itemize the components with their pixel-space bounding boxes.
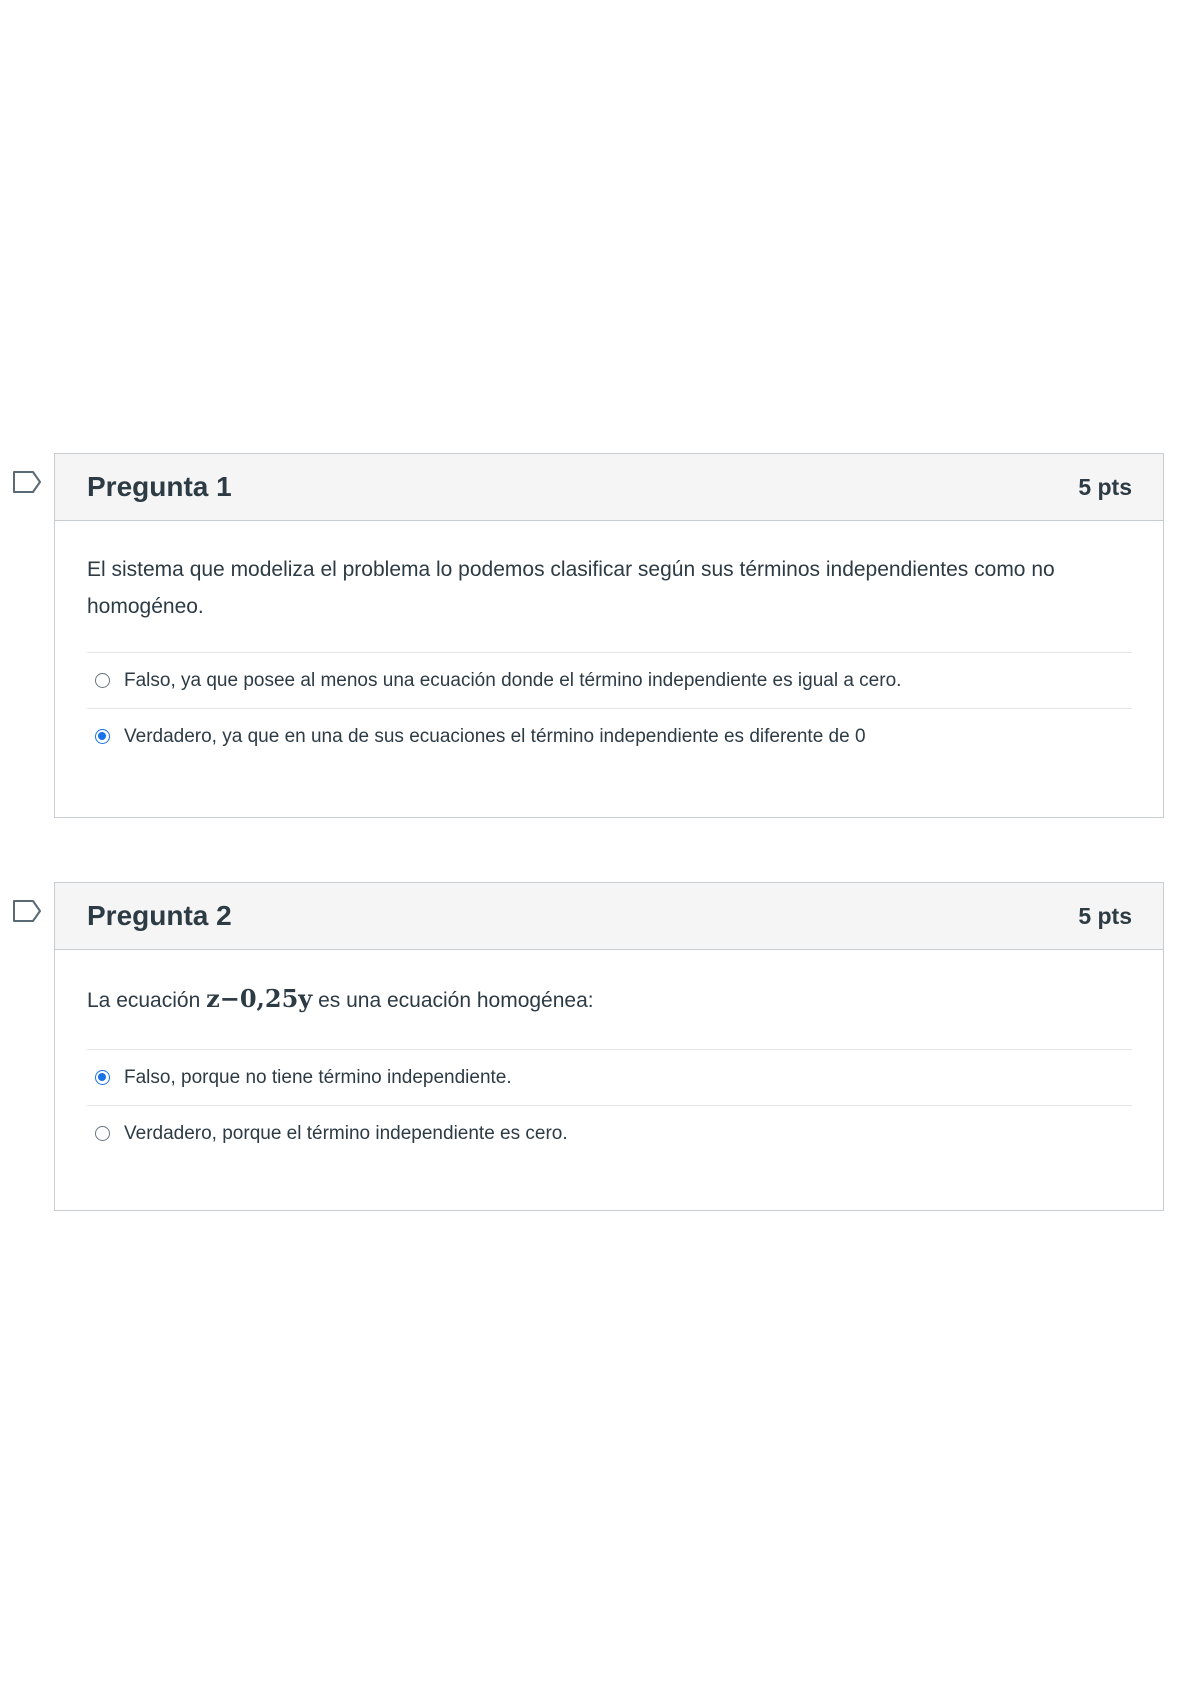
question-points: 5 pts bbox=[1078, 473, 1132, 500]
question-text: El sistema que modeliza el problema lo podemos clasificar según sus términos independientes como no homogéneo. bbox=[87, 558, 1055, 618]
question-title: Pregunta 1 bbox=[87, 471, 232, 502]
answer-option-1[interactable] bbox=[87, 653, 1132, 709]
question-header bbox=[55, 454, 1163, 521]
answer-list bbox=[87, 1049, 1132, 1161]
question-points: 5 pts bbox=[1078, 902, 1132, 929]
answer-list bbox=[87, 652, 1132, 764]
question-2 bbox=[54, 882, 1164, 1211]
flag-question-icon[interactable] bbox=[12, 899, 42, 923]
answer-label: Falso, porque no tiene término independiente. bbox=[124, 1066, 512, 1088]
math-expression: z−0,25y bbox=[206, 984, 313, 1013]
answer-label: Verdadero, ya que en una de sus ecuaciones el término independiente es diferente de 0 bbox=[124, 725, 866, 747]
flag-question-icon[interactable] bbox=[12, 470, 42, 494]
question-text-before: La ecuación bbox=[87, 989, 207, 1012]
question-text bbox=[87, 950, 1132, 1049]
question-body bbox=[55, 950, 1163, 1161]
radio-unchecked-icon[interactable] bbox=[95, 673, 110, 688]
answer-option-2[interactable] bbox=[87, 1106, 1132, 1161]
question-body bbox=[55, 521, 1163, 764]
answer-option-1[interactable] bbox=[87, 1050, 1132, 1106]
answer-label: Verdadero, porque el término independiente es cero. bbox=[124, 1122, 568, 1144]
question-title: Pregunta 2 bbox=[87, 900, 232, 931]
radio-unchecked-icon[interactable] bbox=[95, 1126, 110, 1141]
question-header bbox=[55, 883, 1163, 950]
answer-label: Falso, ya que posee al menos una ecuación donde el término independiente es igual a cero. bbox=[124, 669, 902, 691]
question-1 bbox=[54, 453, 1164, 818]
question-text-after: es una ecuación homogénea: bbox=[312, 989, 594, 1012]
radio-checked-icon[interactable] bbox=[95, 1070, 110, 1085]
answer-option-2[interactable] bbox=[87, 709, 1132, 764]
radio-checked-icon[interactable] bbox=[95, 729, 110, 744]
